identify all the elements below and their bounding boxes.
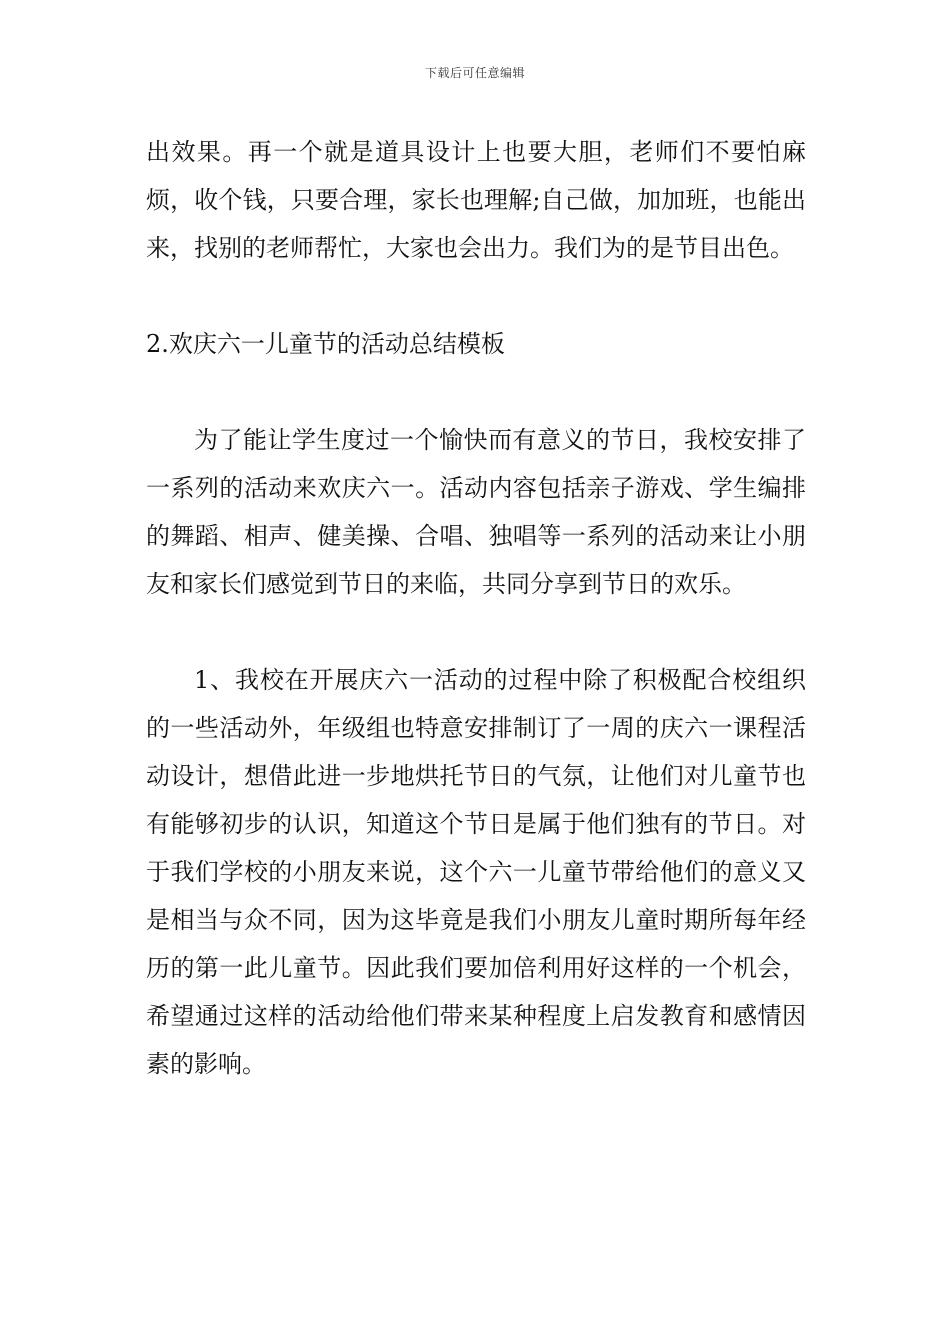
section-heading: 2.欢庆六一儿童节的活动总结模板: [146, 330, 505, 358]
paragraph-intro: 为了能让学生度过一个愉快而有意义的节日，我校安排了一系列的活动来欢庆六一。活动内容包括亲子游戏、学生编排的舞蹈、相声、健美操、合唱、独唱等一系列的活动来让小朋友和家长们感觉到节日的来临，共同分享到节日的欢乐。: [146, 426, 806, 598]
paragraph-continued: 出效果。再一个就是道具设计上也要大胆，老师们不要怕麻烦，收个钱，只要合理，家长也理解;自己做，加加班，也能出来，找别的老师帮忙，大家也会出力。我们为的是节目出色。: [146, 138, 806, 262]
paragraph-item-1: 1、我校在开展庆六一活动的过程中除了积极配合校组织的一些活动外，年级组也特意安排制订了一周的庆六一课程活动设计，想借此进一步地烘托节日的气氛，让他们对儿童节也有能够初步的认识，知道这个节日是属于他们独有的节日。对于我们学校的小朋友来说，这个六一儿童节带给他们的意义又是相当与众不同，因为这毕竟是我们小朋友儿童时期所每年经历的第一此儿童节。因此我们要加倍利用好这样的一个机会，希望通过这样的活动给他们带来某种程度上启发教育和感情因素的影响。: [146, 666, 806, 1078]
document-body: [146, 128, 806, 1088]
page-header: 下载后可任意编辑: [424, 66, 525, 80]
